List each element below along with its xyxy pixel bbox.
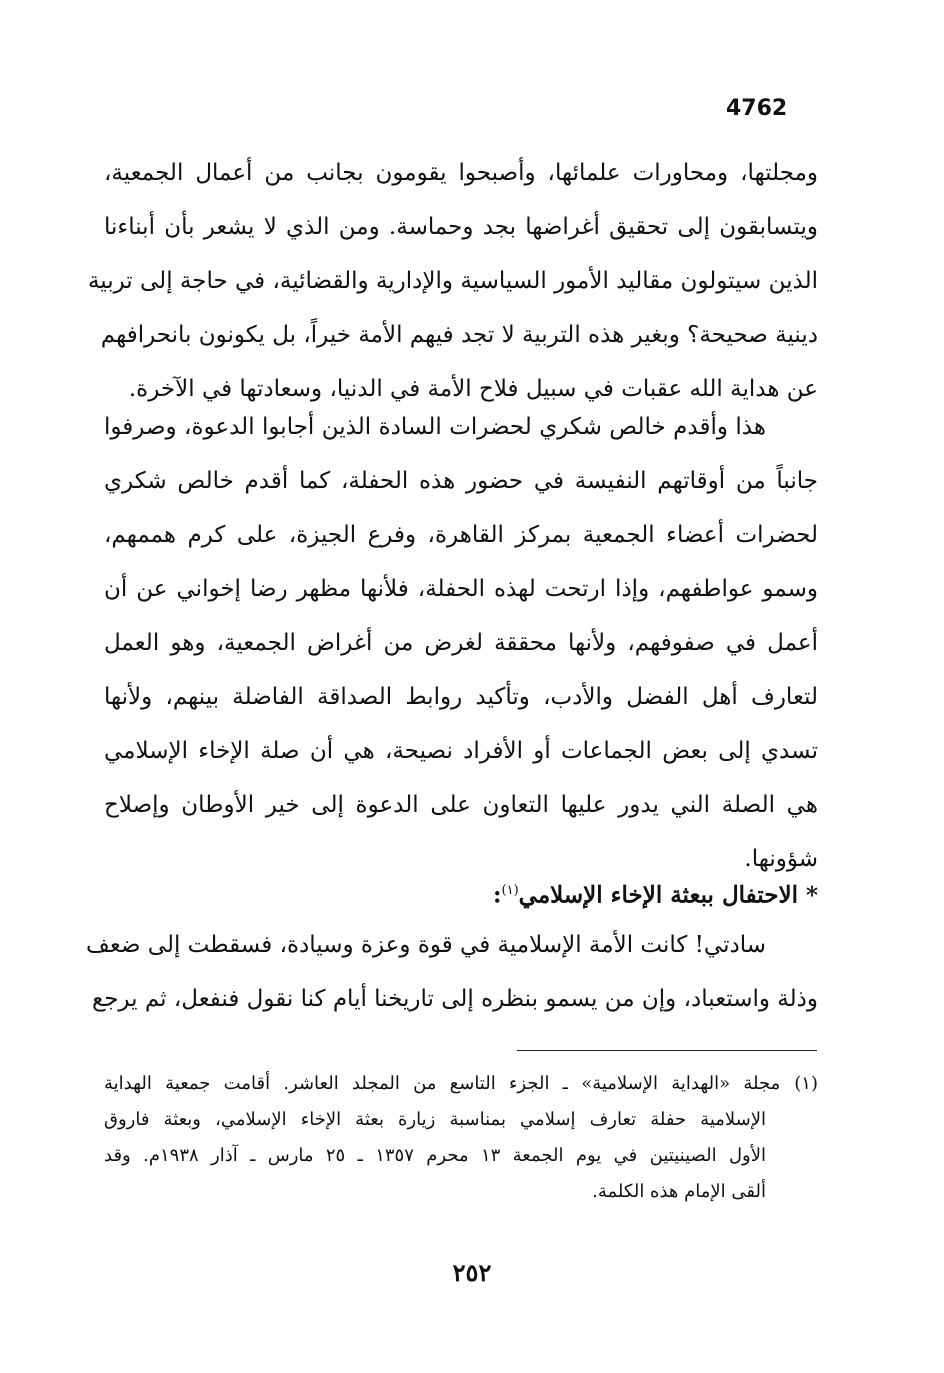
- text-line: شؤونها.: [744, 846, 818, 872]
- text-line: عن هداية الله عقبات في سبيل فلاح الأمة في الدنيا، وسعادتها في الآخرة.: [128, 376, 818, 402]
- footnote-line: [104, 1066, 818, 1102]
- footnote-reference: (١): [501, 883, 519, 898]
- text-line: وذلة واستعباد، وإن من يسمو بنظره إلى تاريخنا أيام كنا نقول فنفعل، ثم يرجع: [91, 986, 818, 1012]
- footnote-line: الإسلامية حفلة تعارف إسلامي بمناسبة زيارة بعثة الإخاء الإسلامي، وبعثة فاروق: [104, 1109, 766, 1130]
- text-line: ومجلتها، ومحاورات علمائها، وأصبحوا يقومون بجانب من أعمال الجمعية،: [104, 160, 818, 186]
- footnote-line: ألقى الإمام هذه الكلمة.: [592, 1181, 766, 1202]
- footnote-line: الأول الصينيتين في يوم الجمعة ١٣ محرم ١٣٥٧ ـ ٢٥ مارس ـ آذار ١٩٣٨م. وقد: [104, 1145, 766, 1166]
- paragraph-3: [86, 918, 818, 1026]
- footnote: [104, 1066, 818, 1210]
- text-line: أعمل في صفوفهم، ولأنها محققة لغرض من أغراض الجمعية، وهو العمل: [104, 630, 818, 656]
- text-line: لحضرات أعضاء الجمعية بمركز القاهرة، وفرع الجيزة، على كرم هممهم،: [104, 522, 818, 548]
- paragraph-2: [104, 400, 818, 886]
- paragraph-1: [87, 146, 818, 416]
- page-number: ٢٥٢: [452, 1258, 492, 1287]
- text-line: وسمو عواطفهم، وإذا ارتحت لهذه الحفلة، فلأنها مظهر رضا إخواني عن أن: [104, 576, 818, 602]
- text-line: هذا وأقدم خالص شكري لحضرات السادة الذين أجابوا الدعوة، وصرفوا: [104, 414, 766, 440]
- text-line: هي الصلة الني يدور عليها التعاون على الدعوة إلى خير الأوطان وإصلاح: [104, 792, 818, 818]
- bullet-star-icon: *: [805, 881, 818, 909]
- text-line: الذين سيتولون مقاليد الأمور السياسية والإدارية والقضائية، في حاجة إلى تربية: [87, 268, 818, 294]
- page-id: 4762: [726, 96, 788, 121]
- text-line: لتعارف أهل الفضل والأدب، وتأكيد روابط الصداقة الفاضلة بينهم، ولأنها: [104, 684, 818, 710]
- text-line: تسدي إلى بعض الجماعات أو الأفراد نصيحة، هي أن صلة الإخاء الإسلامي: [104, 738, 818, 764]
- heading-suffix: :: [493, 881, 502, 909]
- section-heading: [104, 864, 818, 918]
- text-line: ويتسابقون إلى تحقيق أغراضها بجد وحماسة. ومن الذي لا يشعر بأن أبناءنا: [104, 214, 818, 240]
- footnote-marker: (١): [794, 1073, 818, 1094]
- footnote-text: مجلة «الهداية الإسلامية» ـ الجزء التاسع من المجلد العاشر. أقامت جمعية الهداية: [104, 1073, 781, 1094]
- heading-text: الاحتفال ببعثة الإخاء الإسلامي: [518, 881, 798, 909]
- text-line: جانباً من أوقاتهم النفيسة في حضور هذه الحفلة، كما أقدم خالص شكري: [104, 468, 818, 494]
- text-line: سادتي! كانت الأمة الإسلامية في قوة وعزة وسيادة، فسقطت إلى ضعف: [86, 932, 766, 958]
- footnote-divider: [517, 1050, 817, 1051]
- text-line: دينية صحيحة؟ وبغير هذه التربية لا تجد فيهم الأمة خيراً، بل يكونون بانحرافهم: [100, 322, 818, 348]
